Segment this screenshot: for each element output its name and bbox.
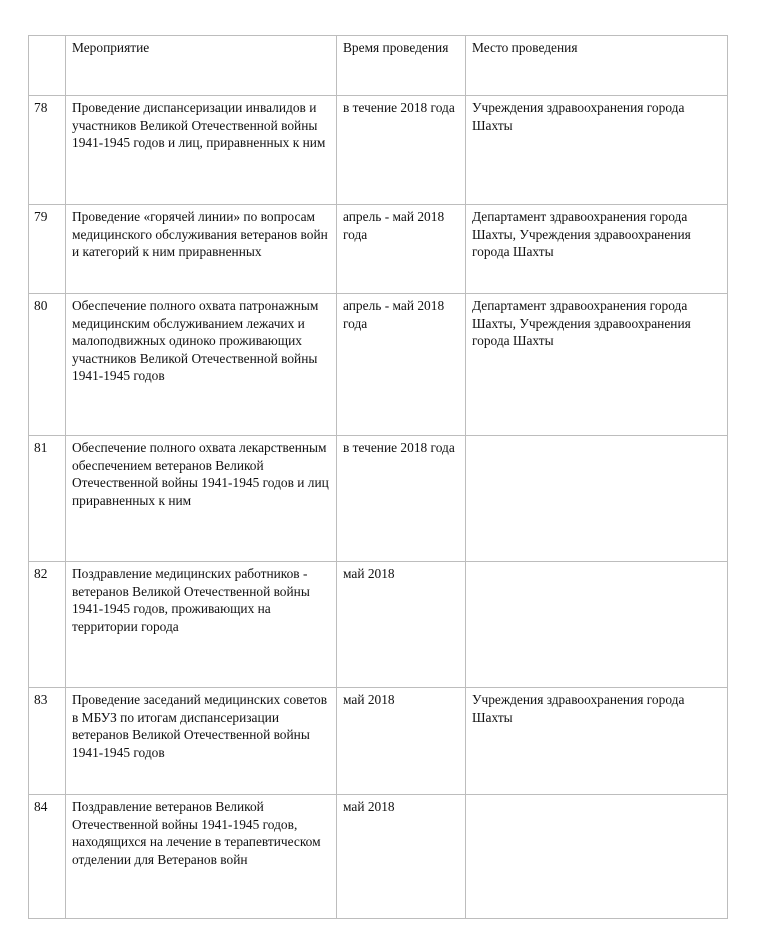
row-time: май 2018 <box>337 688 466 795</box>
row-event: Поздравление медицинских работников - ветеранов Великой Отечественной войны 1941-1945 годов, проживающих на территории города <box>66 562 337 688</box>
row-event: Обеспечение полного охвата лекарственным обеспечением ветеранов Великой Отечественной войны 1941-1945 годов и лиц приравненных к ним <box>66 436 337 562</box>
row-event: Обеспечение полного охвата патронажным медицинским обслуживанием лежачих и малоподвижных одиноко проживающих участников Великой Отечественной войны 1941-1945 годов <box>66 294 337 436</box>
row-place: Учреждения здравоохранения города Шахты <box>466 96 728 205</box>
row-place <box>466 436 728 562</box>
row-time: в течение 2018 года <box>337 436 466 562</box>
row-event: Проведение «горячей линии» по вопросам медицинского обслуживания ветеранов войн и категорий к ним приравненных <box>66 205 337 294</box>
header-event: Мероприятие <box>66 36 337 96</box>
events-table <box>28 35 728 919</box>
table-row <box>29 795 728 919</box>
row-event: Проведение диспансеризации инвалидов и участников Великой Отечественной войны 1941-1945 годов и лиц, приравненных к ним <box>66 96 337 205</box>
row-place: Департамент здравоохранения города Шахты, Учреждения здравоохранения города Шахты <box>466 205 728 294</box>
table-row <box>29 205 728 294</box>
row-number: 80 <box>29 294 66 436</box>
row-time: апрель - май 2018 года <box>337 205 466 294</box>
row-place <box>466 795 728 919</box>
row-time: в течение 2018 года <box>337 96 466 205</box>
table-row <box>29 96 728 205</box>
header-number <box>29 36 66 96</box>
table-row <box>29 436 728 562</box>
row-number: 79 <box>29 205 66 294</box>
table-header-row <box>29 36 728 96</box>
header-time: Время проведения <box>337 36 466 96</box>
row-number: 81 <box>29 436 66 562</box>
row-number: 78 <box>29 96 66 205</box>
header-place: Место проведения <box>466 36 728 96</box>
row-number: 84 <box>29 795 66 919</box>
row-place <box>466 562 728 688</box>
row-place: Департамент здравоохранения города Шахты, Учреждения здравоохранения города Шахты <box>466 294 728 436</box>
row-time: май 2018 <box>337 795 466 919</box>
row-number: 82 <box>29 562 66 688</box>
table-row <box>29 294 728 436</box>
table-row <box>29 688 728 795</box>
row-time: апрель - май 2018 года <box>337 294 466 436</box>
row-place: Учреждения здравоохранения города Шахты <box>466 688 728 795</box>
table-row <box>29 562 728 688</box>
row-number: 83 <box>29 688 66 795</box>
row-time: май 2018 <box>337 562 466 688</box>
row-event: Поздравление ветеранов Великой Отечественной войны 1941-1945 годов, находящихся на лечение в терапевтическом отделении для Ветеранов войн <box>66 795 337 919</box>
row-event: Проведение заседаний медицинских советов в МБУЗ по итогам диспансеризации ветеранов Великой Отечественной войны 1941-1945 годов <box>66 688 337 795</box>
